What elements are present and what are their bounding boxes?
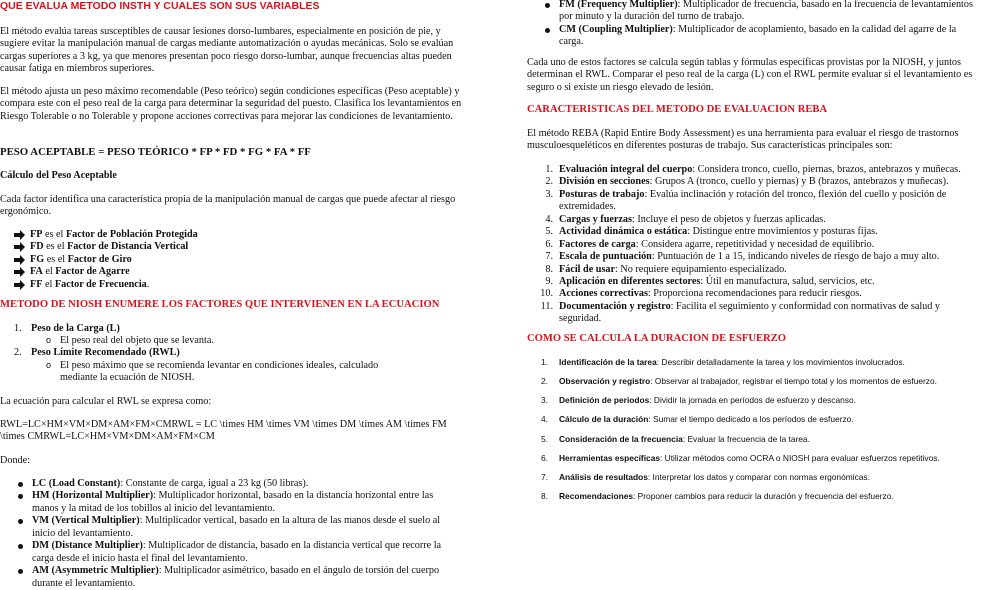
list-item: FD es el Factor de Distancia Vertical bbox=[0, 241, 460, 253]
donde-label: Donde: bbox=[0, 455, 30, 466]
list-item: VM (Vertical Multiplier): Multiplicador vertical, basado en la altura de las manos desde el suelo al inicio del levantamiento. bbox=[0, 515, 450, 540]
formula: PESO ACEPTABLE = PESO TEÓRICO * FP * FD * FG * FA * FF bbox=[0, 146, 311, 158]
list-item: 10. Acciones correctivas: Proporciona recomendaciones para reducir riesgos. bbox=[540, 288, 862, 300]
list-item: 8. Fácil de usar: No requiere equipamiento especializado. bbox=[545, 263, 787, 275]
bullet-icon bbox=[18, 519, 23, 524]
list-item: 2. Peso Límite Recomendado (RWL) bbox=[14, 347, 180, 358]
list-item: 1. Evaluación integral del cuerpo: Considera tronco, cuello, piernas, brazos, antebrazos y muñecas. bbox=[545, 164, 961, 175]
reba-title: CARACTERISTICAS DEL METODO DE EVALUACION REBA bbox=[527, 104, 828, 115]
list-item: 2. División en secciones: Grupos A (tronco, cuello y piernas) y B (brazos, antebrazos y muñecas). bbox=[545, 176, 949, 188]
duration-title: COMO SE CALCULA LA DURACION DE ESFUERZO bbox=[527, 333, 786, 344]
reba-list bbox=[527, 164, 967, 326]
multiplier-list-cont bbox=[527, 0, 973, 49]
arrow-bullet-icon bbox=[14, 242, 25, 252]
list-item: HM (Horizontal Multiplier): Multiplicador horizontal, basado en la distancia horizontal entre las manos y la mitad de los tobillos al inicio del levantamiento. bbox=[0, 490, 450, 515]
list-item: o El peso real del objeto que se levanta. bbox=[46, 335, 214, 346]
list-item: 7. Análisis de resultados: Interpretar los datos y comparar con normas ergonómicas. bbox=[541, 471, 870, 482]
rwl-equation: RWL=LC×HM×VM×DM×AM×FM×CMRWL = LC \times HM \times VM \times DM \times AM \times FM \times CMRWL=LC×HM×VM×DM×AM×FM×CM bbox=[0, 419, 447, 443]
list-item: 4. Cálculo de la duración: Sumar el tiempo dedicado a los períodos de esfuerzo. bbox=[541, 414, 854, 425]
arrow-bullet-icon bbox=[14, 230, 25, 240]
niosh-title: METODO DE NIOSH ENUMERE LOS FACTORES QUE INTERVIENEN EN LA ECUACION bbox=[0, 299, 440, 310]
list-item: FG es el Factor de Giro bbox=[0, 254, 460, 266]
list-item: 1. Peso de la Carga (L) bbox=[14, 323, 120, 334]
list-item: 11. Documentación y registro: Facilita el seguimiento y conformidad con normativas de salud y seguridad. bbox=[540, 300, 941, 325]
list-item: DM (Distance Multiplier): Multiplicador de distancia, basado en la distancia vertical que recorre la carga desde el inicio hasta el final del levantamiento. bbox=[0, 540, 450, 565]
insht-title: QUE EVALUA METODO INSTH Y CUALES SON SUS VARIABLES bbox=[0, 0, 320, 12]
list-item: 8. Recomendaciones: Proponer cambios para reducir la duración y frecuencia del esfuerzo. bbox=[541, 490, 894, 501]
niosh-sublist-2 bbox=[0, 360, 410, 385]
list-item: FF el Factor de Frecuencia. bbox=[0, 279, 460, 291]
list-item: AM (Asymmetric Multiplier): Multiplicador asimétrico, basado en el ángulo de torsión del cuerpo durante el levantamiento. bbox=[0, 565, 450, 590]
list-item: 6. Factores de carga: Considera agarre, repetitividad y necesidad de equilibrio. bbox=[545, 238, 875, 250]
list-item: FP es el Factor de Población Protegida bbox=[0, 229, 460, 241]
niosh-sublist bbox=[0, 335, 450, 347]
calc-heading: Cálculo del Peso Aceptable bbox=[0, 170, 117, 181]
arrow-bullet-icon bbox=[14, 280, 25, 290]
niosh-list-2 bbox=[0, 347, 460, 359]
list-item: FM (Frequency Multiplier): Multiplicador de frecuencia, basado en la frecuencia de levantamientos por minuto y la duración del turno de trabajo. bbox=[527, 0, 973, 24]
reba-paragraph: El método REBA (Rapid Entire Body Assessment) es una herramienta para evaluar el riesgo de trastornos musculoesqueléticos en diferentes posturas de trabajo. Sus características principales son: bbox=[527, 128, 959, 152]
arrow-bullet-icon bbox=[14, 255, 25, 265]
list-item: 4. Cargas y fuerzas: Incluye el peso de objetos y fuerzas aplicadas. bbox=[545, 213, 826, 225]
niosh-list bbox=[0, 323, 460, 335]
duration-list bbox=[527, 357, 977, 501]
list-item: 2. Observación y registro: Observar al trabajador, registrar el tiempo total y los momentos de esfuerzo. bbox=[541, 376, 937, 387]
bullet-icon bbox=[18, 544, 23, 549]
factor-list bbox=[0, 229, 460, 291]
equation-intro: La ecuación para calcular el RWL se expresa como: bbox=[0, 396, 212, 407]
list-item: CM (Coupling Multiplier): Multiplicador de acoplamiento, basado en la calidad del agarre de la carga. bbox=[527, 24, 973, 49]
list-item: 1. Identificación de la tarea: Describir detalladamente la tarea y los movimientos involucrados. bbox=[541, 357, 905, 367]
list-item: 3. Definición de periodos: Dividir la jornada en períodos de esfuerzo y descanso. bbox=[541, 395, 856, 406]
bullet-icon bbox=[18, 569, 23, 574]
list-item: 5. Actividad dinámica o estática: Distingue entre movimientos y posturas fijas. bbox=[545, 226, 878, 238]
list-item: 5. Consideración de la frecuencia: Evaluar la frecuencia de la tarea. bbox=[541, 433, 810, 444]
list-item: 7. Escala de puntuación: Puntuación de 1 a 15, indicando niveles de riesgo de bajo a muy alto. bbox=[545, 251, 940, 263]
list-item: LC (Load Constant): Constante de carga, igual a 23 kg (50 libras). bbox=[0, 478, 450, 490]
list-item: 3. Posturas de trabajo: Evalúa inclinación y rotación del tronco, flexión del cuello y posición de extremidades. bbox=[545, 188, 947, 213]
intro-paragraph: El método evalúa tareas susceptibles de causar lesiones dorso-lumbares, especialmente en posición de pie, y sugiere evitar la manipulación manual de cargas mediante automatización o ayudas mecánicas. Solo se evalúan cargas superiores a 3 kg, ya que menores presentan poco riesgo dorso-lumbar, aunque frecuencias altas pueden causar fatiga en miembros superiores. bbox=[0, 26, 454, 75]
factor-paragraph: Cada factor identifica una característica propia de la manipulación manual de cargas que puede afectar al riesgo ergonómico. bbox=[0, 194, 456, 218]
bullet-icon bbox=[18, 494, 23, 499]
factors-paragraph: Cada uno de estos factores se calcula según tablas y fórmulas específicas provistas por la NIOSH, y juntos determinan el RWL. Comparar el peso real de la carga (L) con el RWL permite evaluar si el levantamiento es seguro o si existe un riesgo elevado de lesión. bbox=[527, 57, 973, 93]
method-paragraph: El método ajusta un peso máximo recomendable (Peso teórico) según condiciones específicas (Peso aceptable) y compara este con el peso real de la carga para determinar la seguridad del puesto. Clasifica los levantamientos en Riesgo Tolerable o no Tolerable y propone acciones correctivas para mejorar las condiciones de levantamiento. bbox=[0, 86, 462, 122]
list-item: 9. Aplicación en diferentes sectores: Útil en manufactura, salud, servicios, etc. bbox=[545, 275, 875, 287]
multiplier-list bbox=[0, 478, 450, 590]
list-item: 6. Herramientas específicas: Utilizar métodos como OCRA o NIOSH para evaluar esfuerzos repetitivos. bbox=[541, 452, 940, 463]
list-item: o El peso máximo que se recomienda levantar en condiciones ideales, calculado mediante la ecuación de NIOSH. bbox=[46, 360, 379, 384]
bullet-icon bbox=[18, 482, 23, 487]
list-item: FA el Factor de Agarre bbox=[0, 266, 460, 278]
bullet-icon bbox=[545, 3, 550, 8]
bullet-icon bbox=[545, 28, 550, 33]
arrow-bullet-icon bbox=[14, 267, 25, 277]
